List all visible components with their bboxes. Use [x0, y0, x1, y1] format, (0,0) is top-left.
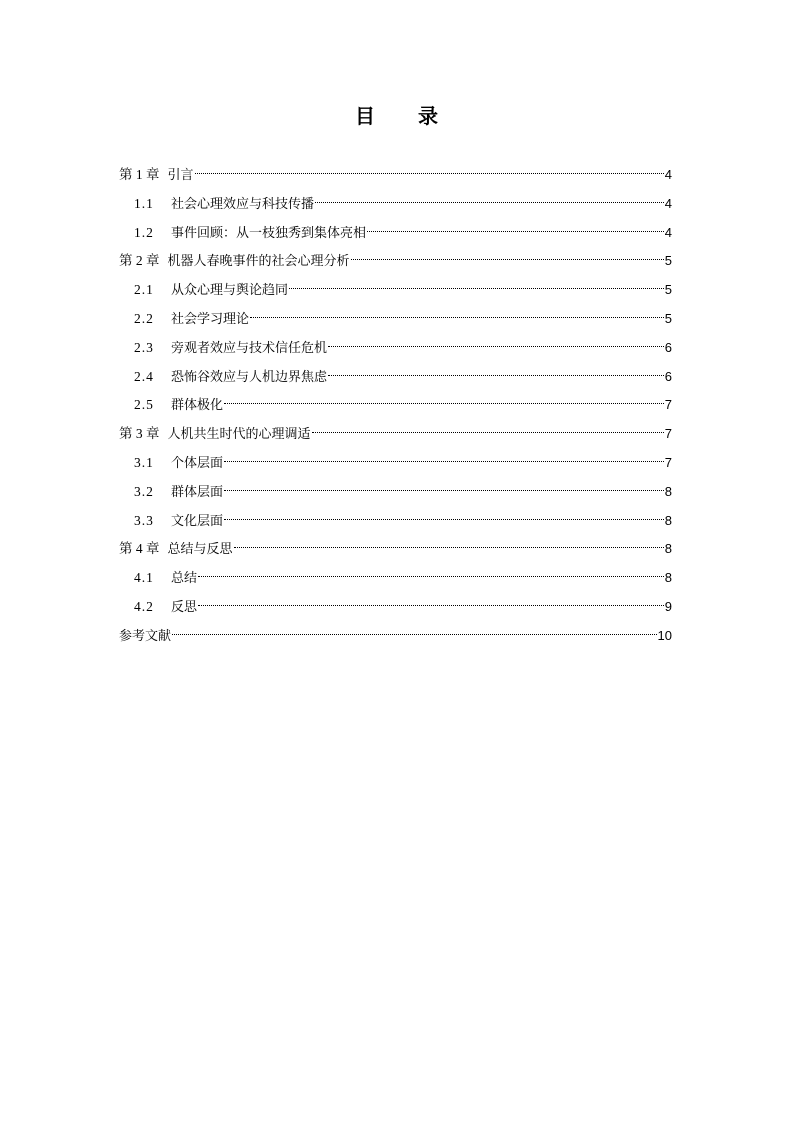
toc-entry-number: 第 3 章 — [119, 426, 160, 442]
toc-entry-chapter-4[interactable] — [119, 533, 672, 562]
toc-entry-chapter-3[interactable] — [119, 418, 672, 447]
table-of-contents — [119, 159, 672, 649]
toc-entry-label: 个体层面 — [171, 455, 224, 471]
toc-entry-label: 反思 — [171, 599, 198, 615]
toc-entry-label: 群体层面 — [171, 484, 224, 500]
toc-entry-section-1-2[interactable] — [119, 217, 672, 246]
dot-leader — [367, 217, 664, 237]
dot-leader — [172, 620, 657, 640]
toc-entry-page: 4 — [664, 167, 672, 182]
toc-entry-page: 7 — [664, 454, 672, 470]
toc-entry-section-1-1[interactable] — [119, 188, 672, 217]
toc-entry-label: 事件回顾：从一枝独秀到集体亮相 — [171, 225, 367, 241]
toc-entry-number: 3.2 — [134, 483, 154, 499]
dot-leader — [224, 505, 664, 525]
toc-entry-label: 总结与反思 — [167, 542, 233, 558]
toc-entry-number: 第 2 章 — [119, 253, 160, 269]
toc-entry-page: 7 — [664, 397, 672, 413]
toc-entry-page: 8 — [664, 512, 672, 528]
toc-entry-number: 4.2 — [134, 598, 154, 614]
toc-entry-page: 5 — [664, 310, 672, 326]
toc-entry-label: 社会学习理论 — [171, 311, 250, 327]
toc-entry-label: 旁观者效应与技术信任危机 — [171, 340, 328, 356]
dot-leader — [198, 562, 664, 582]
toc-entry-number: 2.1 — [134, 282, 154, 298]
toc-entry-section-3-3[interactable] — [119, 505, 672, 534]
toc-entry-number: 2.4 — [134, 368, 154, 384]
toc-entry-label: 参考文献 — [119, 628, 172, 644]
toc-entry-number: 第 1 章 — [119, 167, 160, 182]
toc-entry-number: 2.3 — [134, 339, 154, 355]
toc-entry-page: 4 — [664, 224, 672, 240]
dot-leader — [224, 389, 664, 409]
toc-entry-label: 恐怖谷效应与人机边界焦虑 — [171, 369, 328, 385]
toc-entry-references[interactable] — [119, 620, 672, 649]
toc-entry-page: 6 — [664, 368, 672, 384]
toc-entry-label: 社会心理效应与科技传播 — [171, 196, 315, 212]
toc-entry-section-2-4[interactable] — [119, 361, 672, 390]
toc-entry-number: 3.3 — [134, 512, 154, 528]
dot-leader — [234, 533, 664, 553]
dot-leader — [315, 188, 664, 208]
dot-leader — [198, 591, 664, 611]
toc-entry-page: 5 — [664, 253, 672, 269]
toc-entry-label: 人机共生时代的心理调适 — [167, 427, 311, 443]
toc-entry-number: 4.1 — [134, 570, 154, 586]
toc-title: 目 录 — [355, 104, 456, 128]
toc-entry-page: 4 — [664, 195, 672, 211]
toc-entry-section-4-1[interactable] — [119, 562, 672, 591]
dot-leader — [312, 418, 664, 438]
toc-entry-chapter-2[interactable] — [119, 245, 672, 274]
toc-entry-section-3-1[interactable] — [119, 447, 672, 476]
dot-leader — [195, 159, 664, 179]
toc-entry-label: 机器人春晚事件的社会心理分析 — [167, 254, 350, 270]
toc-entry-number: 第 4 章 — [119, 541, 160, 557]
toc-entry-section-2-3[interactable] — [119, 332, 672, 361]
toc-entry-page: 10 — [657, 627, 672, 643]
toc-entry-section-2-5[interactable] — [119, 389, 672, 418]
dot-leader — [351, 245, 664, 265]
toc-entry-label: 引言 — [167, 168, 194, 183]
toc-entry-page: 9 — [664, 598, 672, 614]
toc-entry-page: 7 — [664, 426, 672, 442]
toc-entry-page: 5 — [664, 282, 672, 298]
toc-entry-number: 1.2 — [134, 224, 154, 240]
dot-leader — [328, 332, 664, 352]
toc-entry-number: 2.2 — [134, 310, 154, 326]
toc-entry-chapter-1[interactable] — [119, 159, 672, 188]
dot-leader — [224, 476, 664, 496]
toc-entry-number: 2.5 — [134, 397, 154, 413]
toc-entry-page: 8 — [664, 541, 672, 557]
toc-entry-page: 8 — [664, 570, 672, 586]
toc-entry-section-2-2[interactable] — [119, 303, 672, 332]
toc-entry-number: 1.1 — [134, 195, 154, 211]
dot-leader — [328, 361, 664, 381]
toc-entry-label: 从众心理与舆论趋同 — [171, 283, 289, 299]
toc-entry-number: 3.1 — [134, 454, 154, 470]
toc-entry-page: 8 — [664, 483, 672, 499]
toc-entry-section-2-1[interactable] — [119, 274, 672, 303]
toc-entry-section-4-2[interactable] — [119, 591, 672, 620]
dot-leader — [224, 447, 664, 467]
dot-leader — [250, 303, 664, 323]
toc-entry-label: 总结 — [171, 571, 198, 587]
toc-entry-section-3-2[interactable] — [119, 476, 672, 505]
toc-entry-label: 群体极化 — [171, 398, 224, 414]
toc-entry-page: 6 — [664, 339, 672, 355]
dot-leader — [289, 274, 664, 294]
toc-entry-label: 文化层面 — [171, 513, 224, 529]
